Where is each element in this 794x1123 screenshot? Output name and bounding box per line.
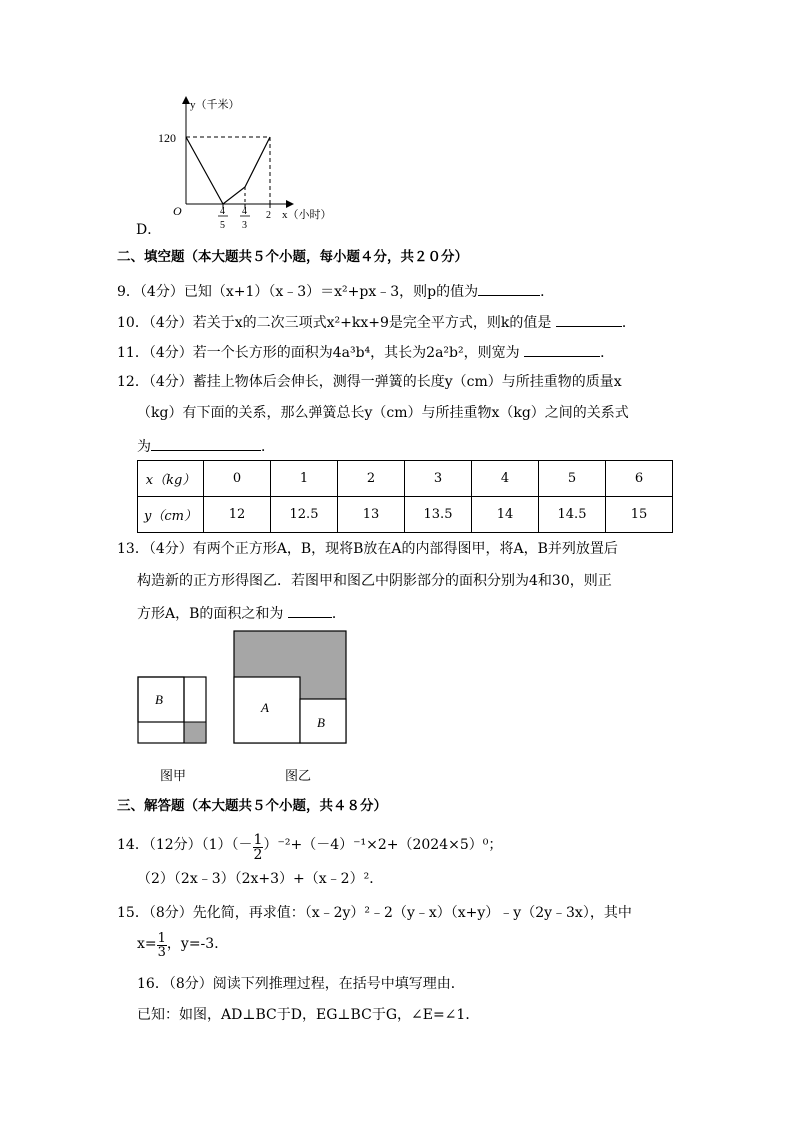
answer-blank-9[interactable] [478,283,540,296]
question-9-text: 9．（4分）已知（x+1）（x﹣3）＝x²+px﹣3，则p的值为 [117,284,479,300]
section-3-title: 三、解答题（本大题共５个小题，共４８分） [117,798,387,814]
table-cell: 14 [472,497,539,533]
origin-label: O [173,204,182,218]
distance-time-graph [130,92,350,242]
fig-yi-label-b: B [317,715,325,730]
answer-blank-10[interactable] [556,314,622,327]
question-13-line-3: 方形A，B的面积之和为 ． [137,606,346,622]
table-row [138,497,673,533]
x-tick-num-2: 4 [242,206,247,217]
question-10: 10．（4分）若关于x的二次三项式x²+kx+9是完全平方式，则k的值是 ． [117,315,636,331]
table-header-x: x（kg） [138,461,204,497]
question-11-text: 11．（4分）若一个长方形的面积为4a³b⁴，其长为2a²b²，则宽为 [117,345,520,361]
answer-blank-12[interactable] [151,438,261,451]
table-cell: 1 [271,461,338,497]
question-12-line-3-text: 为 [137,439,151,455]
fig-jia-label-b: B [155,692,163,707]
table-cell: 12 [204,497,271,533]
table-cell: 4 [472,461,539,497]
spring-data-table [137,460,673,533]
figure-jia-caption: 图甲 [160,769,187,784]
figure-yi [233,630,349,746]
x-tick-num-1: 4 [220,206,225,217]
question-12-line-2: （kg）有下面的关系，那么弹簧总长y（cm）与所挂重物x（kg）之间的关系式 [137,405,629,421]
graph-line [186,137,270,204]
question-16-line-2: 已知：如图，AD⊥BC于D，EG⊥BC于G，∠E=∠1． [137,1007,480,1023]
fig-yi-label-a: A [261,700,269,715]
section-2-title: 二、填空题（本大题共５个小题，每小题４分，共２０分） [117,249,468,265]
table-row [138,461,673,497]
x-tick-den-1: 5 [220,220,225,231]
question-16-line-1: 16．（8分）阅读下列推理过程，在括号中填写理由． [137,976,465,992]
question-13-line-2: 构造新的正方形得图乙．若图甲和图乙中阴影部分的面积分别为4和30，则正 [137,573,612,589]
table-cell: 6 [606,461,673,497]
table-cell: 14.5 [539,497,606,533]
table-cell: 15 [606,497,673,533]
q14-suffix: ）⁻²+（－4）⁻¹×2+（2024×5）⁰； [263,837,503,853]
q15-fraction: $\frac{1}{3}$ [157,931,166,960]
x-axis-label: x（小时） [282,209,332,221]
x-tick-num-3: 2 [266,210,271,221]
y-tick-120: 120 [158,131,176,145]
table-header-y: y（cm） [138,497,204,533]
question-9: 9．（4分）已知（x+1）（x﹣3）＝x²+px﹣3，则p的值为 ． [117,284,555,300]
y-axis-label: y（千米） [190,99,240,111]
table-cell: 13 [338,497,405,533]
question-12-line-3: 为 ． [137,439,275,455]
table-cell: 5 [539,461,606,497]
question-15-line-2: x= $\frac{1}{3}$ ，y=-3． [137,931,229,960]
x-tick-den-2: 3 [242,220,247,231]
answer-blank-11[interactable] [524,344,600,357]
shaded-area-jia [184,722,206,743]
question-11: 11．（4分）若一个长方形的面积为4a³b⁴，其长为2a²b²，则宽为 ． [117,345,615,361]
table-cell: 2 [338,461,405,497]
q14-fraction: $\frac{1}{2}$ [253,832,263,863]
question-13-line-1: 13．（4分）有两个正方形A，B，现将B放在A的内部得图甲，将A，B并列放置后 [117,541,618,557]
figure-yi-caption: 图乙 [285,769,312,784]
question-10-text: 10．（4分）若关于x的二次三项式x²+kx+9是完全平方式，则k的值是 [117,315,552,331]
table-cell: 12.5 [271,497,338,533]
q14-prefix: 14．（12分）（1）（－ [117,837,253,853]
figure-jia [137,676,209,746]
table-cell: 0 [204,461,271,497]
question-15-line-1: 15．（8分）先化简，再求值：（x﹣2y）²﹣2（y﹣x）（x+y）﹣y（2y﹣3x），其中 [117,905,632,921]
question-14-part-2: （2）（2x﹣3）（2x+3）+（x﹣2）²． [137,871,384,887]
table-cell: 3 [405,461,472,497]
option-d-label: D． [136,222,162,238]
question-12-line-1: 12．（4分）蓄挂上物体后会伸长，测得一弹簧的长度y（cm）与所挂重物的质量x [117,374,622,390]
table-cell: 13.5 [405,497,472,533]
question-14-part-1 [117,833,502,862]
answer-blank-13[interactable] [288,605,332,618]
question-13-line-3-text: 方形A，B的面积之和为 [137,606,284,622]
